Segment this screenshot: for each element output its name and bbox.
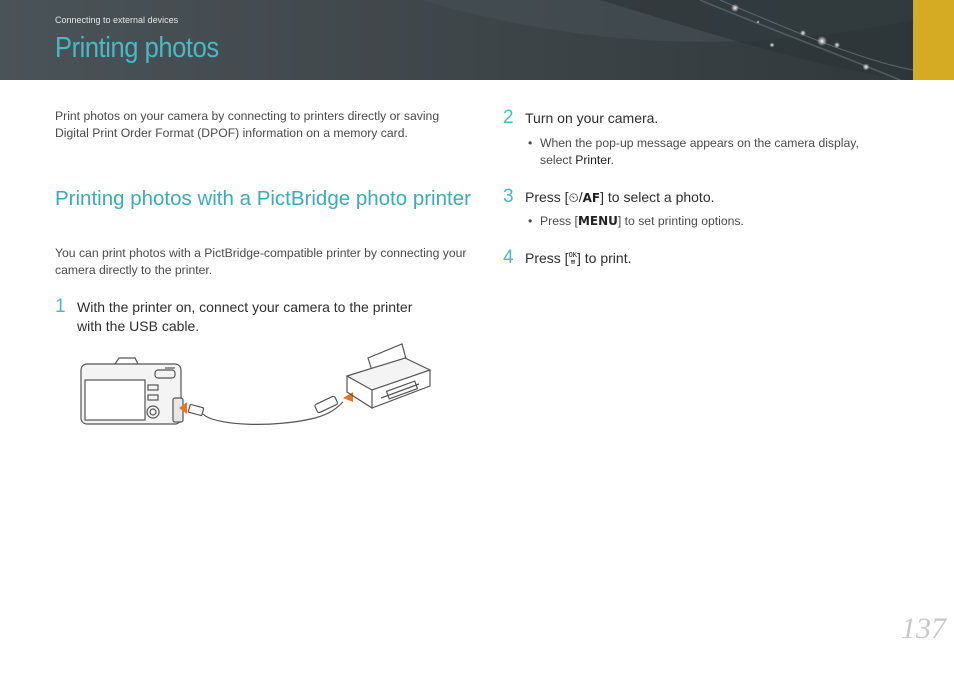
page-title: Printing photos xyxy=(55,32,219,64)
page-number: 137 xyxy=(901,612,946,645)
section-description: You can print photos with a PictBridge-compatible printer by connecting your camera directly to the printer. xyxy=(55,246,467,277)
step-text: Press [OK ⊞ ] to print. xyxy=(525,250,632,267)
ok-button-icon: OK ⊞ xyxy=(568,251,578,267)
step-2 xyxy=(503,109,923,129)
printer-option: Printer xyxy=(575,153,611,167)
step-text: Turn on your camera. xyxy=(525,110,659,126)
breadcrumb: Connecting to external devices xyxy=(55,15,179,25)
section-title: Printing photos with a PictBridge photo printer xyxy=(55,187,471,210)
step-text: With the printer on, connect your camera to the printer with the USB cable. xyxy=(77,299,413,334)
chapter-tab xyxy=(913,0,954,80)
step-number: 4 xyxy=(503,247,514,268)
step-text: Press [⏲/AF] to select a photo. xyxy=(525,189,715,206)
usb-cable-icon xyxy=(188,396,343,425)
step-3-bullet: • Press [MENU] to set printing options. xyxy=(528,214,744,228)
step-number: 2 xyxy=(503,107,514,128)
intro-paragraph: Print photos on your camera by connecting to printers directly or saving Digital Print Order Format (DPOF) information on a memory card. xyxy=(55,109,440,140)
step-3 xyxy=(503,188,923,208)
af-icon: AF xyxy=(582,191,601,205)
step-number: 3 xyxy=(503,186,514,207)
step-2-bullet: • When the pop-up message appears on the camera display, select Printer. xyxy=(528,136,859,167)
bullet-dot: • xyxy=(528,136,533,150)
step-number: 1 xyxy=(55,296,66,317)
timer-icon: ⏲ xyxy=(568,191,579,206)
bullet-dot: • xyxy=(528,214,533,228)
menu-icon: MENU xyxy=(577,214,618,228)
step-1 xyxy=(55,298,475,338)
arrow-icon xyxy=(343,392,353,402)
step-4 xyxy=(503,249,923,269)
camera-printer-illustration xyxy=(75,340,445,440)
printer-icon xyxy=(347,344,430,408)
camera-icon xyxy=(81,358,183,424)
